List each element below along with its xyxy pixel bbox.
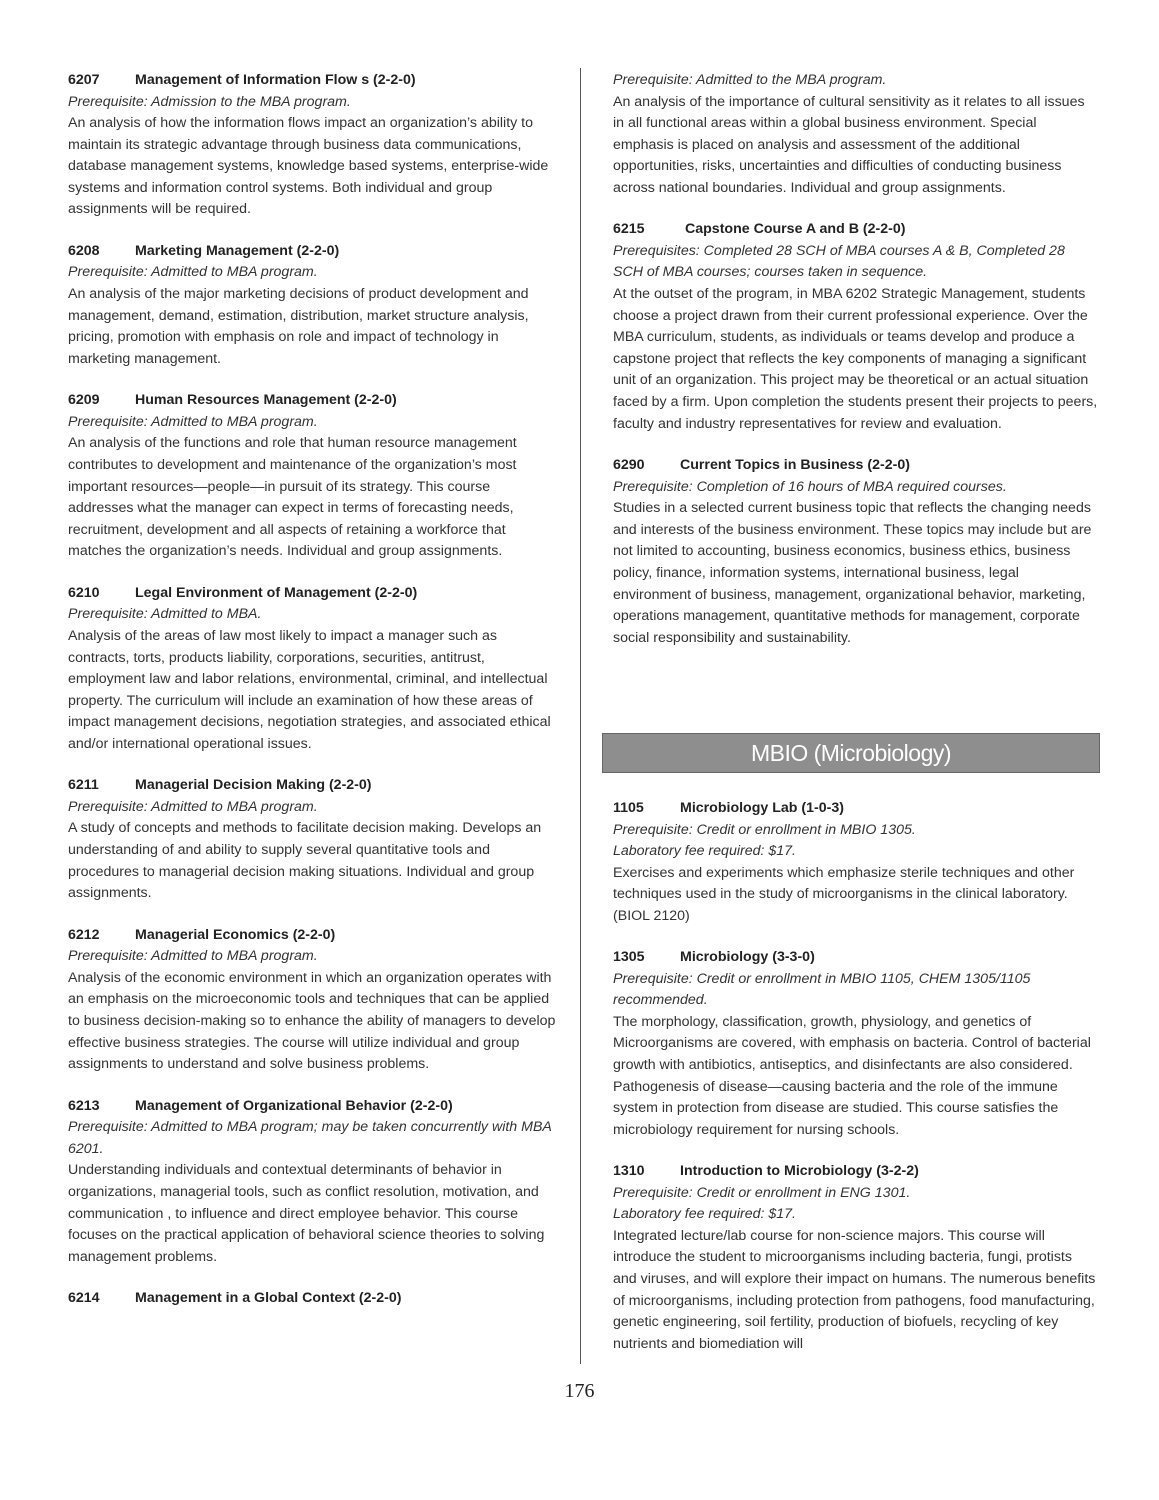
course-number: 6209 <box>68 392 100 409</box>
course-prerequisite: Prerequisite: Admitted to MBA program. <box>68 264 318 281</box>
left-column <box>68 70 558 1330</box>
course-number: 6208 <box>68 242 100 259</box>
course-description: Analysis of the areas of law most likely to impact a manager such as contracts, torts, products liability, corporations, securities, antitrust, employment law and labor relations, environmental, criminal, and intellectual property. The curriculum will include an examination of how these areas of impact management decisions, negotiation strategies, and associated ethical and/or international operational issues. <box>68 627 551 752</box>
course-1105 <box>613 798 1098 927</box>
course-6215 <box>613 219 1098 435</box>
course-6213 <box>68 1096 558 1268</box>
course-prerequisite: Prerequisite: Completion of 16 hours of MBA required courses. <box>613 478 1007 495</box>
course-fee: Laboratory fee required: $17. <box>613 1206 796 1223</box>
course-description: Studies in a selected current business topic that reflects the changing needs and interests of the business environment. These topics may include but are not limited to accounting, business economics, business ethics, business policy, finance, information systems, international business, legal environment of business, management, organizational behavior, marketing, operations management, quantitative methods for management, corporate social responsibility and sustainability. <box>613 500 1092 646</box>
course-number: 1310 <box>613 1163 645 1180</box>
course-6207 <box>68 70 558 221</box>
course-title: Management in a Global Context (2-2-0) <box>135 1290 402 1307</box>
course-prerequisite: Prerequisite: Admitted to MBA program. <box>68 798 318 815</box>
course-heading <box>68 390 558 412</box>
course-heading <box>68 1288 558 1310</box>
course-number: 6210 <box>68 584 100 601</box>
course-prerequisite: Prerequisite: Credit or enrollment in MBIO 1105, CHEM 1305/1105 recommended. <box>613 970 1031 1009</box>
course-description: Understanding individuals and contextual determinants of behavior in organizations, managerial tools, such as conflict resolution, motivation, and communication , to influence and direct employee behavior. This course focuses on the practical application of behavioral science theories to solving management problems. <box>68 1162 545 1265</box>
course-fee: Laboratory fee required: $17. <box>613 843 796 859</box>
course-number: 6213 <box>68 1097 100 1114</box>
course-number: 6215 <box>613 221 645 238</box>
course-6214 <box>68 1288 558 1310</box>
course-title: Management of Organizational Behavior (2-2-0) <box>135 1097 453 1114</box>
course-description: The morphology, classification, growth, physiology, and genetics of Microorganisms are covered, with emphasis on bacteria. Control of bacterial growth with antibiotics, antiseptics, and disinfectants are also considered. Pathogenesis of disease—causing bacteria and the role of the immune system in protection from disease are studied. This course satisfies the microbiology requirement for nursing schools. <box>613 1013 1091 1138</box>
course-prerequisite: Prerequisite: Credit or enrollment in ENG 1301. <box>613 1184 911 1201</box>
course-number: 6212 <box>68 926 100 943</box>
course-heading <box>68 925 558 947</box>
course-6211 <box>68 775 558 904</box>
course-6214-continued <box>613 70 1098 199</box>
course-description: An analysis of the major marketing decisions of product development and management, demand, estimation, distribution, market structure analysis, pricing, promotion with emphasis on role and impact of technology in marketing management. <box>68 285 529 367</box>
course-number: 6211 <box>68 777 99 794</box>
course-description: Analysis of the economic environment in which an organization operates with an emphasis on the microeconomic tools and techniques that can be applied to business decision-making so to enhance the ability of managers to develop effective business strategies. The course will utilize individual and group assignments to understand and solve business problems. <box>68 969 556 1073</box>
course-title: Microbiology Lab (1-0-3) <box>680 800 844 816</box>
course-prerequisite: Prerequisite: Admission to the MBA program. <box>68 93 351 110</box>
course-6208 <box>68 241 558 370</box>
course-prerequisite: Prerequisites: Completed 28 SCH of MBA courses A & B, Completed 28 SCH of MBA courses; courses taken in sequence. <box>613 242 1065 281</box>
column-divider <box>580 68 581 1364</box>
course-number: 6214 <box>68 1290 100 1307</box>
course-title: Marketing Management (2-2-0) <box>135 242 340 259</box>
course-title: Management of Information Flow s (2-2-0) <box>135 72 416 88</box>
course-prerequisite: Prerequisite: Credit or enrollment in MBIO 1305. <box>613 821 916 838</box>
course-title: Human Resources Management (2-2-0) <box>135 392 397 409</box>
course-6212 <box>68 925 558 1076</box>
course-6209 <box>68 390 558 563</box>
course-heading <box>613 947 1098 969</box>
course-title: Microbiology (3-3-0) <box>680 949 815 966</box>
course-title: Managerial Decision Making (2-2-0) <box>135 777 372 794</box>
course-heading <box>613 455 1098 477</box>
course-heading <box>68 775 558 797</box>
course-description: An analysis of how the information flows impact an organization’s ability to maintain its strategic advantage through business data communications, database management systems, knowledge based systems, enterprise-wide systems and information control systems. Both individual and group assignments will be required. <box>68 115 549 218</box>
course-prerequisite: Prerequisite: Admitted to MBA program. <box>68 948 318 965</box>
page-number: 176 <box>564 1380 595 1402</box>
course-prerequisite: Prerequisite: Admitted to MBA. <box>68 606 262 623</box>
course-description: An analysis of the importance of cultural sensitivity as it relates to all issues in all functional areas within a global business environment. Special emphasis is placed on analysis and assessment of the additional opportunities, risks, uncertainties and difficulties of conducting business across national boundaries. Individual and group assignments. <box>613 93 1085 196</box>
section-heading-mbio: MBIO (Microbiology) <box>602 733 1100 773</box>
course-number: 1305 <box>613 949 645 966</box>
course-heading <box>68 70 558 92</box>
course-number: 6207 <box>68 72 100 88</box>
course-number: 1105 <box>613 800 644 816</box>
course-heading <box>613 219 1098 241</box>
course-title: Legal Environment of Management (2-2-0) <box>135 584 418 601</box>
right-column-mbio <box>613 798 1098 1375</box>
course-heading <box>68 241 558 263</box>
course-description: At the outset of the program, in MBA 6202 Strategic Management, students choose a project drawn from their current professional experience. Over the MBA curriculum, students, as individuals or teams develop and produce a capstone project that reflects the key components of managing a significant unit of an organization. This project may be theoretical or an actual situation faced by a firm. Upon completion the students present their projects to peers, faculty and industry representatives for review and evaluation. <box>613 285 1098 432</box>
course-title: Capstone Course A and B (2-2-0) <box>685 221 906 238</box>
course-title: Current Topics in Business (2-2-0) <box>680 457 910 474</box>
course-heading <box>613 798 1098 820</box>
course-title: Introduction to Microbiology (3-2-2) <box>680 1163 919 1180</box>
course-title: Managerial Economics (2-2-0) <box>135 926 336 943</box>
right-column <box>613 70 1098 669</box>
course-prerequisite: Prerequisite: Admitted to the MBA program. <box>613 72 887 88</box>
course-heading <box>68 583 558 605</box>
course-heading <box>613 1161 1098 1183</box>
course-6290 <box>613 455 1098 649</box>
course-6210 <box>68 583 558 756</box>
course-prerequisite: Prerequisite: Admitted to MBA program. <box>68 413 318 430</box>
course-description: A study of concepts and methods to facilitate decision making. Develops an understanding of and ability to supply several quantitative tools and procedures to managerial decision making situations. Individual and group assignments. <box>68 820 542 902</box>
course-1310 <box>613 1161 1098 1355</box>
course-heading <box>68 1096 558 1118</box>
course-description: An analysis of the functions and role that human resource management contributes to development and maintenance of the organization’s most important resources—people—in pursuit of its strategy. This course addresses what the manager can expect in terms of forecasting needs, recruitment, development and all aspects of retaining a workforce that matches the organization’s needs. Individual and group assignments. <box>68 435 517 560</box>
course-prerequisite: Prerequisite: Admitted to MBA program; may be taken concurrently with MBA 6201. <box>68 1119 552 1157</box>
course-description: Integrated lecture/lab course for non-science majors. This course will introduce the student to microorganisms including bacteria, fungi, protists and viruses, and will explore their impact on humans. The numerous benefits of microorganisms, including protection from pathogens, food manufacturing, genetic engineering, soil fertility, production of biofuels, recycling of key nutrients and biomediation will <box>613 1227 1096 1352</box>
course-number: 6290 <box>613 457 645 474</box>
course-description: Exercises and experiments which emphasize sterile techniques and other techniques used in the study of microorganisms in the clinical laboratory. (BIOL 2120) <box>613 864 1075 924</box>
course-1305 <box>613 947 1098 1141</box>
